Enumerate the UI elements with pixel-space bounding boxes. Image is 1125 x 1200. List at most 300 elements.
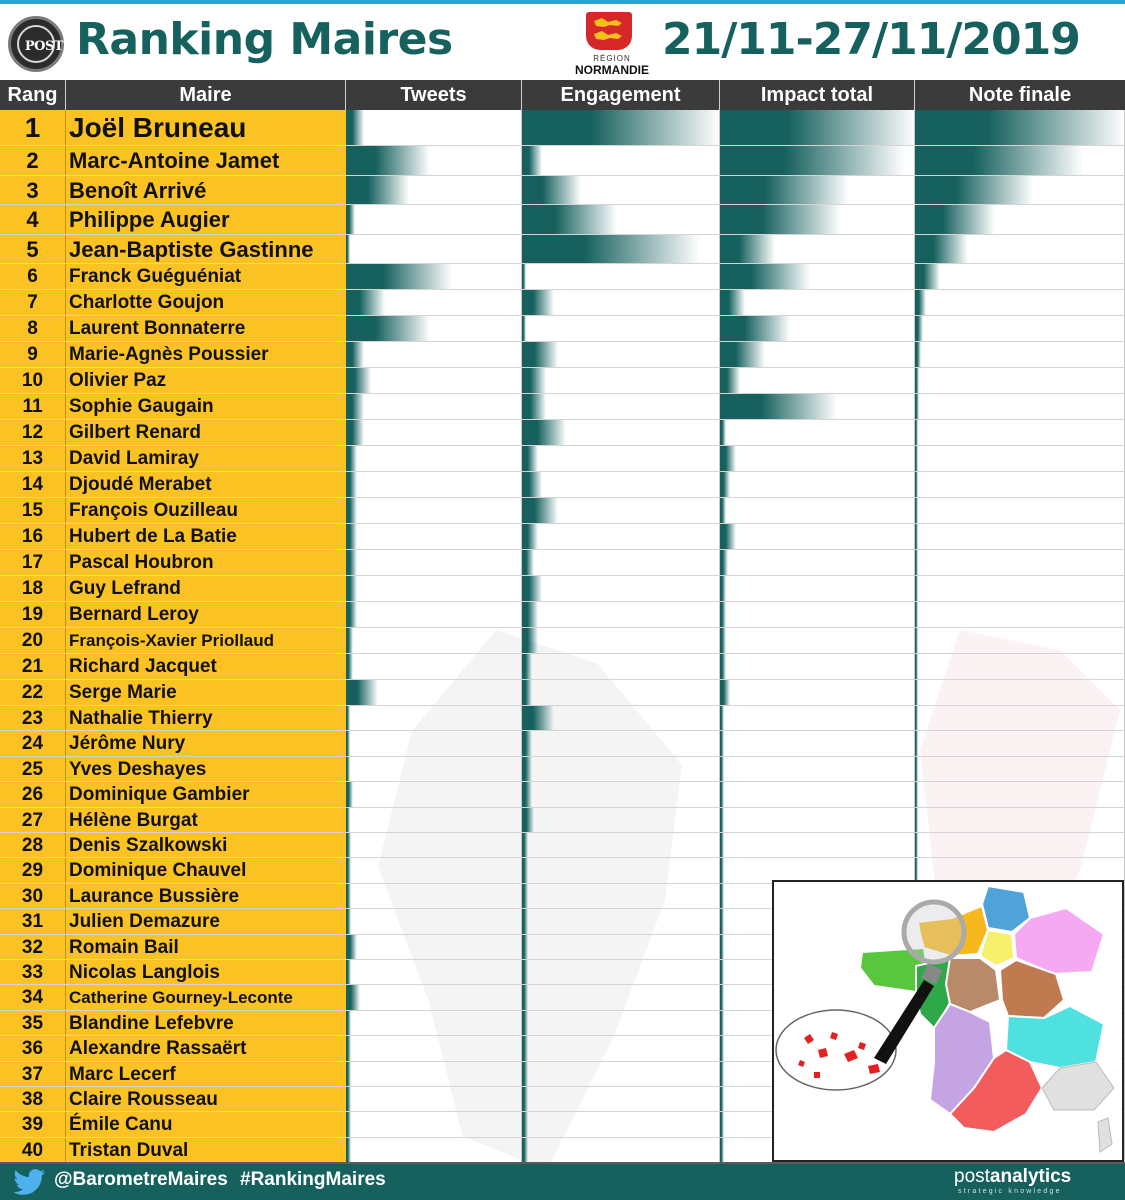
table-row bbox=[0, 472, 1125, 498]
engagement-bar bbox=[522, 808, 534, 832]
impact-bar bbox=[720, 472, 730, 497]
mayor-name: Benoît Arrivé bbox=[66, 176, 346, 205]
note-cell bbox=[915, 576, 1125, 601]
impact-cell bbox=[720, 110, 915, 145]
engagement-bar bbox=[522, 368, 546, 393]
engagement-bar bbox=[522, 1062, 528, 1086]
engagement-bar bbox=[522, 1036, 528, 1060]
engagement-bar bbox=[522, 1112, 528, 1136]
post-logo-text: POST bbox=[24, 39, 64, 54]
note-bar bbox=[915, 628, 918, 653]
engagement-bar bbox=[522, 1087, 528, 1111]
note-bar bbox=[915, 472, 918, 497]
rank-cell: 39 bbox=[0, 1112, 66, 1136]
table-row bbox=[0, 205, 1125, 235]
note-cell bbox=[915, 446, 1125, 471]
engagement-bar bbox=[522, 884, 528, 908]
impact-bar bbox=[720, 290, 745, 315]
tweets-bar bbox=[346, 602, 357, 627]
rank-cell: 28 bbox=[0, 833, 66, 857]
engagement-cell bbox=[522, 1087, 720, 1111]
region-centre bbox=[946, 958, 1000, 1012]
mayor-name: Gilbert Renard bbox=[66, 420, 346, 445]
note-bar bbox=[915, 394, 919, 419]
impact-cell bbox=[720, 264, 915, 289]
impact-bar bbox=[720, 782, 724, 806]
tweets-bar bbox=[346, 446, 357, 471]
mayor-name: Marc-Antoine Jamet bbox=[66, 146, 346, 175]
tweets-cell bbox=[346, 1112, 522, 1136]
tweets-bar bbox=[346, 1112, 351, 1136]
mayor-name: Marie-Agnès Poussier bbox=[66, 342, 346, 367]
table-row bbox=[0, 757, 1125, 782]
column-header-engagement: Engagement bbox=[522, 80, 720, 110]
mayor-name: Djoudé Merabet bbox=[66, 472, 346, 497]
tweets-bar bbox=[346, 235, 350, 264]
table-row bbox=[0, 602, 1125, 628]
tweets-bar bbox=[346, 342, 364, 367]
impact-bar bbox=[720, 146, 905, 175]
note-cell bbox=[915, 731, 1125, 755]
mayor-name: Pascal Houbron bbox=[66, 550, 346, 575]
column-header-tweets: Tweets bbox=[346, 80, 522, 110]
postanalytics-logo bbox=[954, 1166, 1071, 1188]
engagement-cell bbox=[522, 290, 720, 315]
rank-cell: 2 bbox=[0, 146, 66, 175]
tweets-cell bbox=[346, 602, 522, 627]
note-cell bbox=[915, 342, 1125, 367]
note-cell bbox=[915, 757, 1125, 781]
engagement-bar bbox=[522, 498, 558, 523]
table-row bbox=[0, 446, 1125, 472]
rank-cell: 9 bbox=[0, 342, 66, 367]
tweets-bar bbox=[346, 680, 378, 705]
note-bar bbox=[915, 146, 1083, 175]
table-row bbox=[0, 628, 1125, 654]
tweets-cell bbox=[346, 782, 522, 806]
engagement-cell bbox=[522, 420, 720, 445]
note-bar bbox=[915, 342, 921, 367]
impact-bar bbox=[720, 1087, 724, 1111]
tweets-bar bbox=[346, 833, 351, 857]
france-inset-map bbox=[772, 880, 1124, 1162]
note-bar bbox=[915, 205, 995, 234]
impact-cell bbox=[720, 176, 915, 205]
impact-bar bbox=[720, 342, 765, 367]
engagement-cell bbox=[522, 706, 720, 730]
twitter-handle[interactable]: @BarometreMaires bbox=[54, 1169, 228, 1190]
mayor-name: Guy Lefrand bbox=[66, 576, 346, 601]
impact-bar bbox=[720, 1062, 724, 1086]
mayor-name: Joël Bruneau bbox=[66, 110, 346, 145]
tweets-cell bbox=[346, 316, 522, 341]
tweets-cell bbox=[346, 420, 522, 445]
tweets-cell bbox=[346, 290, 522, 315]
region-paca bbox=[1042, 1062, 1114, 1110]
tweets-cell bbox=[346, 576, 522, 601]
impact-bar bbox=[720, 757, 724, 781]
engagement-cell bbox=[522, 628, 720, 653]
footer-rule bbox=[0, 1162, 1125, 1164]
engagement-cell bbox=[522, 602, 720, 627]
note-bar bbox=[915, 176, 1033, 205]
note-bar bbox=[915, 316, 923, 341]
rank-cell: 38 bbox=[0, 1087, 66, 1111]
impact-bar bbox=[720, 628, 726, 653]
mayor-name: Laurance Bussière bbox=[66, 884, 346, 908]
rank-cell: 27 bbox=[0, 808, 66, 832]
impact-bar bbox=[720, 884, 724, 908]
tweets-bar bbox=[346, 1011, 351, 1035]
engagement-bar bbox=[522, 264, 526, 289]
tweets-cell bbox=[346, 1036, 522, 1060]
rank-cell: 4 bbox=[0, 205, 66, 234]
rank-cell: 19 bbox=[0, 602, 66, 627]
note-bar bbox=[915, 235, 968, 264]
engagement-bar bbox=[522, 833, 528, 857]
mayor-name: Sophie Gaugain bbox=[66, 394, 346, 419]
tweets-bar bbox=[346, 731, 350, 755]
tweets-cell bbox=[346, 394, 522, 419]
engagement-cell bbox=[522, 205, 720, 234]
mayor-name: Hubert de La Batie bbox=[66, 524, 346, 549]
note-bar bbox=[915, 498, 918, 523]
impact-cell bbox=[720, 680, 915, 705]
note-bar bbox=[915, 602, 918, 627]
impact-bar bbox=[720, 576, 726, 601]
engagement-cell bbox=[522, 498, 720, 523]
engagement-cell bbox=[522, 960, 720, 984]
header bbox=[0, 4, 1125, 80]
engagement-bar bbox=[522, 731, 532, 755]
note-bar bbox=[915, 680, 918, 705]
engagement-bar bbox=[522, 909, 528, 933]
rank-cell: 35 bbox=[0, 1011, 66, 1035]
note-cell bbox=[915, 524, 1125, 549]
region-normandie-logo bbox=[566, 10, 658, 78]
engagement-bar bbox=[522, 524, 538, 549]
table-row bbox=[0, 576, 1125, 602]
impact-bar bbox=[720, 110, 915, 145]
mayor-name: David Lamiray bbox=[66, 446, 346, 471]
impact-bar bbox=[720, 446, 736, 471]
impact-bar bbox=[720, 498, 726, 523]
note-bar bbox=[915, 654, 918, 679]
note-cell bbox=[915, 205, 1125, 234]
engagement-cell bbox=[522, 316, 720, 341]
note-bar bbox=[915, 550, 918, 575]
impact-bar bbox=[720, 935, 724, 959]
engagement-cell bbox=[522, 858, 720, 882]
tweets-bar bbox=[346, 808, 350, 832]
mayor-name: Alexandre Rassaërt bbox=[66, 1036, 346, 1060]
engagement-cell bbox=[522, 1112, 720, 1136]
tweets-cell bbox=[346, 985, 522, 1009]
note-cell bbox=[915, 654, 1125, 679]
tweets-cell bbox=[346, 706, 522, 730]
tweets-bar bbox=[346, 394, 364, 419]
tweets-bar bbox=[346, 935, 357, 959]
impact-bar bbox=[720, 394, 837, 419]
brand-light: post bbox=[954, 1166, 990, 1187]
engagement-cell bbox=[522, 731, 720, 755]
mayor-name: Romain Bail bbox=[66, 935, 346, 959]
tweets-bar bbox=[346, 550, 357, 575]
engagement-bar bbox=[522, 205, 617, 234]
note-cell bbox=[915, 833, 1125, 857]
rank-cell: 10 bbox=[0, 368, 66, 393]
rank-cell: 36 bbox=[0, 1036, 66, 1060]
rank-cell: 8 bbox=[0, 316, 66, 341]
impact-bar bbox=[720, 909, 724, 933]
region-label-small: RÉGION bbox=[593, 54, 631, 63]
tweets-cell bbox=[346, 680, 522, 705]
impact-bar bbox=[720, 550, 728, 575]
engagement-bar bbox=[522, 1138, 528, 1162]
tweets-cell bbox=[346, 524, 522, 549]
impact-cell bbox=[720, 550, 915, 575]
table-row bbox=[0, 731, 1125, 756]
rank-cell: 26 bbox=[0, 782, 66, 806]
engagement-bar bbox=[522, 576, 542, 601]
engagement-bar bbox=[522, 1011, 528, 1035]
impact-cell bbox=[720, 368, 915, 393]
impact-bar bbox=[720, 1112, 724, 1136]
engagement-bar bbox=[522, 654, 532, 679]
mayor-name: Blandine Lefebvre bbox=[66, 1011, 346, 1035]
brand-tagline: strategic knowledge bbox=[958, 1188, 1062, 1195]
tweets-bar bbox=[346, 654, 353, 679]
tweets-bar bbox=[346, 498, 357, 523]
engagement-cell bbox=[522, 1011, 720, 1035]
impact-bar bbox=[720, 706, 724, 730]
engagement-cell bbox=[522, 757, 720, 781]
note-bar bbox=[915, 706, 918, 730]
mayor-name: Richard Jacquet bbox=[66, 654, 346, 679]
column-header-impact-total: Impact total bbox=[720, 80, 915, 110]
tweets-bar bbox=[346, 316, 430, 341]
note-cell bbox=[915, 420, 1125, 445]
post-logo bbox=[8, 16, 64, 72]
footer bbox=[0, 1162, 1125, 1200]
mayor-name: Jérôme Nury bbox=[66, 731, 346, 755]
engagement-bar bbox=[522, 935, 528, 959]
region-corse bbox=[1098, 1118, 1112, 1152]
impact-bar bbox=[720, 368, 740, 393]
note-bar bbox=[915, 446, 918, 471]
note-cell bbox=[915, 706, 1125, 730]
impact-cell bbox=[720, 731, 915, 755]
rank-cell: 23 bbox=[0, 706, 66, 730]
rank-cell: 20 bbox=[0, 628, 66, 653]
engagement-cell bbox=[522, 1062, 720, 1086]
tweets-cell bbox=[346, 550, 522, 575]
tweets-cell bbox=[346, 731, 522, 755]
engagement-cell bbox=[522, 342, 720, 367]
mayor-name: Catherine Gourney-Leconte bbox=[66, 985, 346, 1009]
tweets-bar bbox=[346, 146, 430, 175]
engagement-cell bbox=[522, 550, 720, 575]
note-cell bbox=[915, 472, 1125, 497]
mayor-name: Charlotte Goujon bbox=[66, 290, 346, 315]
mayor-name: Julien Demazure bbox=[66, 909, 346, 933]
impact-cell bbox=[720, 602, 915, 627]
engagement-bar bbox=[522, 602, 538, 627]
tweets-cell bbox=[346, 960, 522, 984]
mayor-name: Franck Guéguéniat bbox=[66, 264, 346, 289]
note-cell bbox=[915, 550, 1125, 575]
mayor-name: Yves Deshayes bbox=[66, 757, 346, 781]
tweets-bar bbox=[346, 1138, 351, 1162]
table-row bbox=[0, 264, 1125, 290]
table-row bbox=[0, 394, 1125, 420]
mayor-name: Denis Szalkowski bbox=[66, 833, 346, 857]
tweets-bar bbox=[346, 1087, 351, 1111]
impact-cell bbox=[720, 654, 915, 679]
impact-bar bbox=[720, 1011, 724, 1035]
tweets-cell bbox=[346, 1011, 522, 1035]
mayor-name: Claire Rousseau bbox=[66, 1087, 346, 1111]
table-row bbox=[0, 290, 1125, 316]
mayor-name: Émile Canu bbox=[66, 1112, 346, 1136]
impact-bar bbox=[720, 602, 726, 627]
impact-cell bbox=[720, 394, 915, 419]
tweets-bar bbox=[346, 782, 353, 806]
engagement-cell bbox=[522, 1036, 720, 1060]
table-row bbox=[0, 316, 1125, 342]
impact-cell bbox=[720, 524, 915, 549]
rank-cell: 22 bbox=[0, 680, 66, 705]
note-bar bbox=[915, 833, 918, 857]
engagement-bar bbox=[522, 342, 558, 367]
note-cell bbox=[915, 264, 1125, 289]
page-title: Ranking Maires bbox=[76, 14, 453, 65]
post-logo-ring bbox=[17, 25, 64, 63]
tweets-bar bbox=[346, 858, 351, 882]
engagement-bar bbox=[522, 176, 581, 205]
region-label: NORMANDIE bbox=[575, 63, 649, 77]
table-row bbox=[0, 524, 1125, 550]
tweets-bar bbox=[346, 290, 385, 315]
mayor-name: Dominique Gambier bbox=[66, 782, 346, 806]
table-row bbox=[0, 680, 1125, 706]
tweets-bar bbox=[346, 110, 364, 145]
mayor-name: Hélène Burgat bbox=[66, 808, 346, 832]
mayor-name: François-Xavier Priollaud bbox=[66, 628, 346, 653]
rank-cell: 17 bbox=[0, 550, 66, 575]
engagement-cell bbox=[522, 472, 720, 497]
tweets-cell bbox=[346, 833, 522, 857]
normandie-shield-icon bbox=[586, 12, 632, 50]
note-bar bbox=[915, 782, 918, 806]
rank-cell: 1 bbox=[0, 110, 66, 145]
tweets-bar bbox=[346, 960, 351, 984]
impact-bar bbox=[720, 858, 724, 882]
column-header-rang: Rang bbox=[0, 80, 66, 110]
tweets-cell bbox=[346, 110, 522, 145]
date-range: 21/11-27/11/2019 bbox=[662, 14, 1080, 65]
engagement-cell bbox=[522, 264, 720, 289]
tweets-bar bbox=[346, 524, 357, 549]
note-bar bbox=[915, 110, 1125, 145]
tweets-bar bbox=[346, 1036, 351, 1060]
impact-cell bbox=[720, 808, 915, 832]
note-cell bbox=[915, 628, 1125, 653]
engagement-cell bbox=[522, 235, 720, 264]
engagement-bar bbox=[522, 706, 554, 730]
note-bar bbox=[915, 524, 918, 549]
rank-cell: 13 bbox=[0, 446, 66, 471]
table-row bbox=[0, 706, 1125, 731]
impact-bar bbox=[720, 960, 724, 984]
tweets-bar bbox=[346, 628, 353, 653]
mayor-name: Jean-Baptiste Gastinne bbox=[66, 235, 346, 264]
engagement-bar bbox=[522, 316, 526, 341]
rank-cell: 18 bbox=[0, 576, 66, 601]
tweets-cell bbox=[346, 1062, 522, 1086]
engagement-cell bbox=[522, 935, 720, 959]
engagement-bar bbox=[522, 446, 538, 471]
engagement-cell bbox=[522, 110, 720, 145]
tweets-bar bbox=[346, 884, 351, 908]
tweets-cell bbox=[346, 368, 522, 393]
table-row bbox=[0, 654, 1125, 680]
tweets-bar bbox=[346, 176, 409, 205]
engagement-cell bbox=[522, 394, 720, 419]
impact-cell bbox=[720, 472, 915, 497]
impact-cell bbox=[720, 576, 915, 601]
impact-cell bbox=[720, 316, 915, 341]
impact-bar bbox=[720, 205, 841, 234]
hashtag[interactable]: #RankingMaires bbox=[240, 1169, 386, 1190]
engagement-bar bbox=[522, 757, 532, 781]
engagement-bar bbox=[522, 960, 528, 984]
rank-cell: 32 bbox=[0, 935, 66, 959]
note-bar bbox=[915, 808, 918, 832]
tweets-cell bbox=[346, 446, 522, 471]
rank-cell: 37 bbox=[0, 1062, 66, 1086]
tweets-cell bbox=[346, 884, 522, 908]
tweets-cell bbox=[346, 808, 522, 832]
rank-cell: 24 bbox=[0, 731, 66, 755]
column-header-note-finale: Note finale bbox=[968, 84, 1072, 106]
rank-cell: 31 bbox=[0, 909, 66, 933]
impact-cell bbox=[720, 706, 915, 730]
tweets-cell bbox=[346, 654, 522, 679]
impact-bar bbox=[720, 264, 810, 289]
impact-cell bbox=[720, 446, 915, 471]
note-cell bbox=[915, 235, 1125, 264]
impact-bar bbox=[720, 420, 726, 445]
engagement-cell bbox=[522, 146, 720, 175]
note-cell bbox=[915, 110, 1125, 145]
rank-cell: 11 bbox=[0, 394, 66, 419]
tweets-cell bbox=[346, 176, 522, 205]
note-cell bbox=[915, 146, 1125, 175]
mayor-name: Nathalie Thierry bbox=[66, 706, 346, 730]
tweets-bar bbox=[346, 706, 350, 730]
table-row bbox=[0, 146, 1125, 176]
engagement-bar bbox=[522, 628, 538, 653]
note-bar bbox=[915, 420, 918, 445]
note-bar bbox=[915, 290, 926, 315]
tweets-bar bbox=[346, 420, 364, 445]
note-bar bbox=[915, 757, 918, 781]
engagement-cell bbox=[522, 808, 720, 832]
rank-cell: 12 bbox=[0, 420, 66, 445]
rank-cell: 40 bbox=[0, 1138, 66, 1162]
table-row bbox=[0, 235, 1125, 265]
